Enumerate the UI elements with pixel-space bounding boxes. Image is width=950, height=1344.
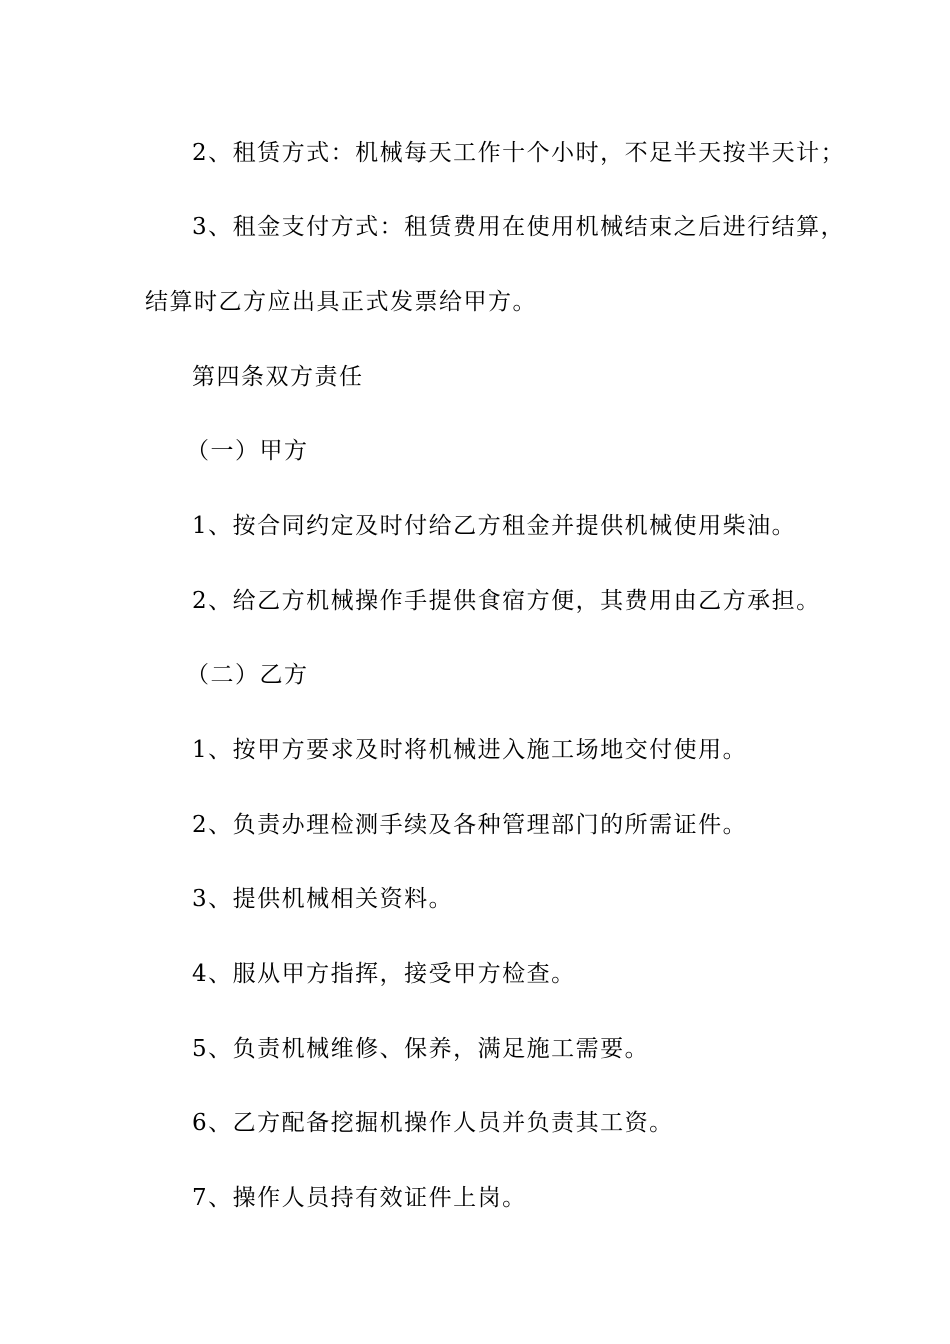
section-heading-article-four: 第四条双方责任: [192, 364, 364, 390]
subheading-party-a: （一）甲方: [186, 438, 309, 464]
party-b-item-6: 6、乙方配备挖掘机操作人员并负责其工资。: [192, 1110, 674, 1136]
party-b-item-5: 5、负责机械维修、保养，满足施工需要。: [192, 1036, 650, 1062]
party-b-item-1: 1、按甲方要求及时将机械进入施工场地交付使用。: [192, 737, 748, 763]
party-a-item-1: 1、按合同约定及时付给乙方租金并提供机械使用柴油。: [192, 513, 797, 539]
party-b-item-2: 2、负责办理检测手续及各种管理部门的所需证件。: [192, 812, 748, 838]
party-b-item-4: 4、服从甲方指挥，接受甲方检查。: [192, 961, 576, 987]
paragraph-payment-method-cont: 结算时乙方应出具正式发票给甲方。: [145, 289, 537, 315]
party-a-item-2: 2、给乙方机械操作手提供食宿方便，其费用由乙方承担。: [192, 588, 821, 614]
party-b-item-3: 3、提供机械相关资料。: [192, 886, 454, 912]
party-b-item-7: 7、操作人员持有效证件上岗。: [192, 1185, 527, 1211]
paragraph-payment-method: 3、租金支付方式：租赁费用在使用机械结束之后进行结算，: [192, 214, 846, 240]
paragraph-lease-method: 2、租赁方式：机械每天工作十个小时，不足半天按半天计；: [192, 140, 846, 166]
subheading-party-b: （二）乙方: [186, 662, 309, 688]
